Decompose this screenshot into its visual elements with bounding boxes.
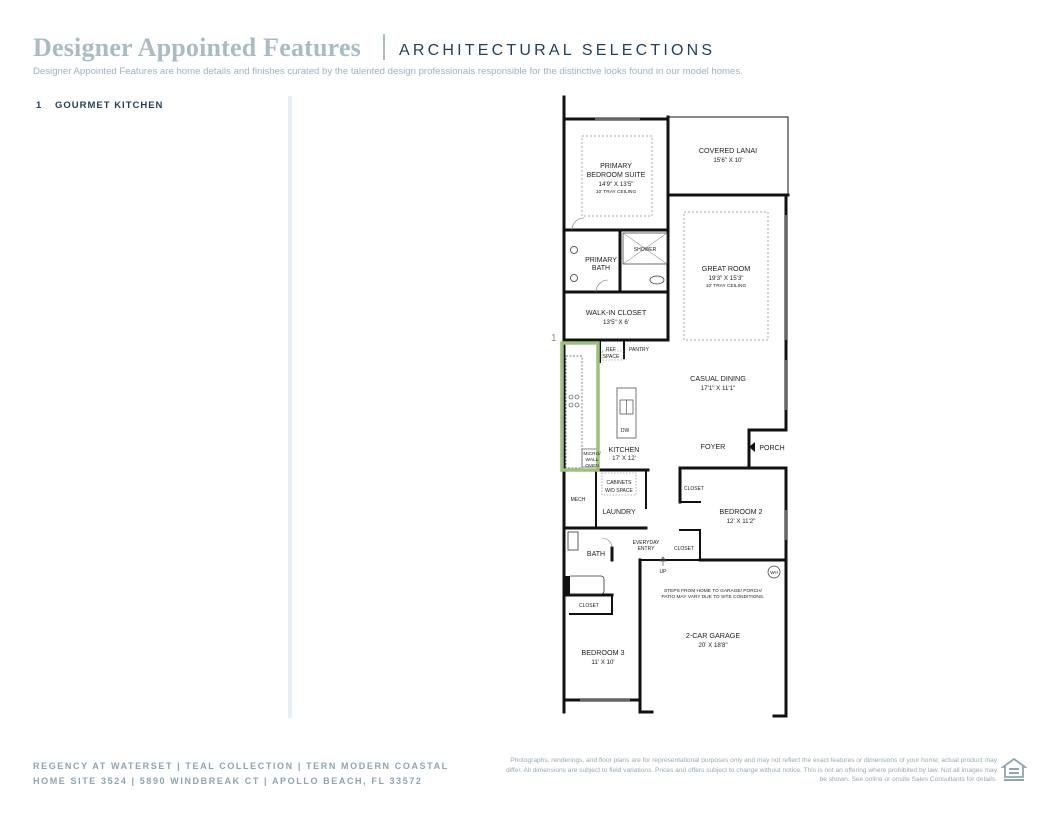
room-primary-dims: 14'9" X 13'5" bbox=[598, 181, 634, 188]
highlight-callout-number: 1 bbox=[551, 333, 557, 344]
room-micro-line2: WALL bbox=[585, 458, 599, 463]
equal-housing-icon bbox=[1001, 757, 1027, 783]
room-ref-line1: REF bbox=[606, 347, 616, 353]
room-pbath-line2: BATH bbox=[591, 265, 611, 272]
room-cabinets-line1: CABINETS bbox=[606, 480, 632, 486]
room-great-dims: 19'3" X 15'3" bbox=[708, 275, 744, 282]
room-closet-dims: 13'5" X 6' bbox=[603, 319, 629, 326]
room-garage-dims: 20' X 18'8" bbox=[698, 642, 728, 649]
kitchen-highlight bbox=[562, 343, 598, 470]
room-pbath-line1: PRIMARY bbox=[585, 257, 617, 264]
room-laundry: LAUNDRY bbox=[602, 509, 636, 516]
title-divider bbox=[383, 34, 385, 60]
room-ref-line2: SPACE bbox=[602, 354, 620, 360]
room-lanai-name: COVERED LANAI bbox=[698, 146, 758, 155]
room-closet-entry: CLOSET bbox=[673, 546, 695, 552]
feature-label: GOURMET KITCHEN bbox=[55, 100, 164, 111]
column-divider bbox=[288, 96, 292, 718]
bathtub bbox=[568, 576, 604, 594]
room-mech: MECH bbox=[570, 497, 586, 503]
feature-number: 1 bbox=[36, 100, 42, 111]
floor-plan bbox=[545, 90, 805, 730]
room-micro-line1: MICRO/ bbox=[583, 452, 601, 457]
page-title: Designer Appointed Features bbox=[33, 33, 362, 62]
room-great-ceiling: 10' TRAY CEILING bbox=[705, 284, 747, 289]
address-line: HOME SITE 3524 | 5890 WINDBREAK CT | APOLLO BEACH, FL 33572 bbox=[33, 776, 423, 786]
room-up: UP bbox=[659, 569, 667, 575]
room-shower: SHOWER bbox=[633, 247, 657, 253]
room-porch: PORCH bbox=[759, 445, 785, 452]
room-bath: BATH bbox=[586, 551, 606, 558]
room-cabinets-line2: W/D SPACE bbox=[605, 488, 633, 494]
room-pantry: PANTRY bbox=[629, 347, 649, 353]
legal-disclaimer: Photographs, renderings, and floor plans are for representational purposes only and may not reflect the exact features or dimensions of your home; actual product may differ. All dimensions are subject to field variations. Prices and offers subject to change without notice. This is not an offering where prohibited by law. Not all images may be shown. See online or onsite Sales Consultants for details. bbox=[505, 757, 997, 784]
steps-note-line2: PATIO MAY VARY DUE TO SITE CONDITIONS. bbox=[661, 595, 765, 600]
sink-fixture bbox=[571, 275, 578, 282]
community-line: REGENCY AT WATERSET | TEAL COLLECTION | TERN MODERN COASTAL bbox=[33, 761, 449, 771]
room-micro-line3: OVEN bbox=[585, 464, 599, 469]
room-primary-line1: PRIMARY bbox=[600, 163, 632, 170]
sink-fixture bbox=[571, 247, 578, 254]
kitchen-counter bbox=[566, 356, 582, 468]
room-garage-name: 2-CAR GARAGE bbox=[685, 631, 741, 640]
room-great-name: GREAT ROOM bbox=[701, 264, 751, 273]
room-lanai-dims: 15'6" X 10' bbox=[713, 157, 743, 164]
room-bed3-dims: 11' X 10' bbox=[591, 659, 615, 666]
room-primary-line2: BEDROOM SUITE bbox=[586, 172, 646, 179]
steps-note-line1: STEPS FROM HOME TO GARAGE/ PORCH/ bbox=[664, 589, 762, 594]
room-kitchen-name: KITCHEN bbox=[608, 447, 640, 454]
room-bed2-name: BEDROOM 2 bbox=[719, 507, 763, 516]
room-bed2-dims: 12' X 11'2" bbox=[726, 518, 756, 525]
tub-wall bbox=[564, 576, 570, 596]
page-description: Designer Appointed Features are home details and finishes curated by the talented design professionals responsible for the distinctive looks found in our model homes. bbox=[33, 66, 743, 77]
section-heading: ARCHITECTURAL SELECTIONS bbox=[399, 42, 716, 59]
room-closet-bath: CLOSET bbox=[578, 603, 600, 609]
floor-plan-windows bbox=[580, 119, 786, 700]
toilet-fixture bbox=[650, 276, 664, 284]
room-wh: WH bbox=[770, 570, 778, 575]
room-dining-dims: 17'1" X 11'1" bbox=[700, 385, 736, 392]
community-info bbox=[33, 759, 449, 789]
room-primary-ceiling: 10' TRAY CEILING bbox=[595, 190, 637, 195]
room-closet-small: CLOSET bbox=[683, 486, 705, 492]
room-foyer: FOYER bbox=[700, 442, 726, 451]
room-kitchen-dims: 17' X 12' bbox=[612, 455, 636, 462]
room-closet-name: WALK-IN CLOSET bbox=[585, 308, 647, 317]
room-entry-line2: ENTRY bbox=[637, 546, 655, 552]
room-dining-name: CASUAL DINING bbox=[690, 374, 746, 383]
room-entry-line1: EVERYDAY bbox=[632, 540, 660, 546]
room-dw: DW bbox=[620, 428, 630, 434]
room-bed3-name: BEDROOM 3 bbox=[581, 648, 625, 657]
bath-sink bbox=[568, 532, 578, 550]
